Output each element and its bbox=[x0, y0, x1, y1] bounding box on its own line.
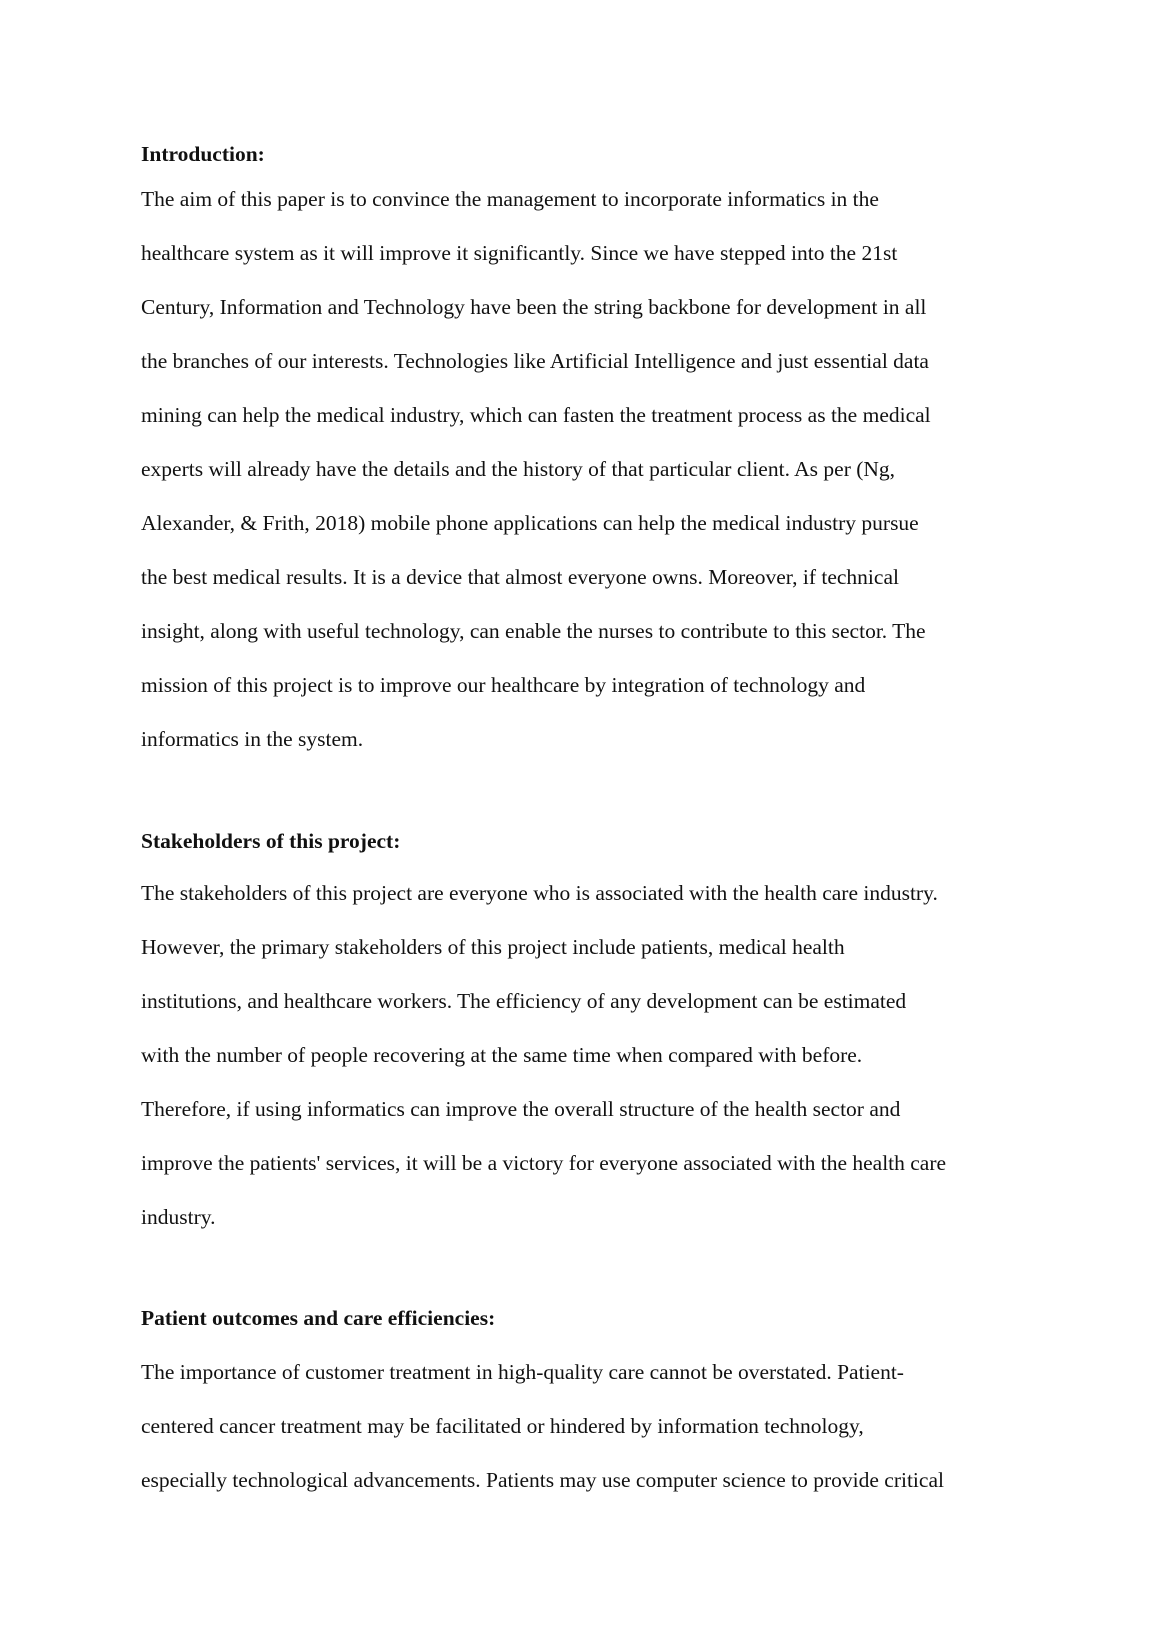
section-heading-patient-outcomes: Patient outcomes and care efficiencies: bbox=[141, 1306, 496, 1330]
paragraph-line: the best medical results. It is a device that almost everyone owns. Moreover, if technical bbox=[141, 565, 899, 589]
paragraph-line: mission of this project is to improve our healthcare by integration of technology and bbox=[141, 673, 866, 697]
paragraph-line: The stakeholders of this project are everyone who is associated with the health care industry. bbox=[141, 881, 938, 905]
paragraph-line: the branches of our interests. Technologies like Artificial Intelligence and just essential data bbox=[141, 349, 929, 373]
paragraph-line: However, the primary stakeholders of this project include patients, medical health bbox=[141, 935, 845, 959]
paragraph-line: Century, Information and Technology have been the string backbone for development in all bbox=[141, 295, 927, 319]
paragraph-line: improve the patients' services, it will be a victory for everyone associated with the health care bbox=[141, 1151, 947, 1175]
paragraph-line: Alexander, & Frith, 2018) mobile phone applications can help the medical industry pursue bbox=[141, 511, 919, 535]
paragraph-line: Therefore, if using informatics can improve the overall structure of the health sector and bbox=[141, 1097, 901, 1121]
paragraph-line: The importance of customer treatment in high-quality care cannot be overstated. Patient- bbox=[141, 1360, 904, 1384]
paragraph-line: The aim of this paper is to convince the management to incorporate informatics in the bbox=[141, 187, 879, 211]
paragraph-line: insight, along with useful technology, can enable the nurses to contribute to this sector. The bbox=[141, 619, 926, 643]
paragraph-line: especially technological advancements. Patients may use computer science to provide critical bbox=[141, 1468, 944, 1492]
section-heading-introduction: Introduction: bbox=[141, 142, 265, 166]
paragraph-line: industry. bbox=[141, 1205, 216, 1229]
paragraph-line: experts will already have the details and the history of that particular client. As per (Ng, bbox=[141, 457, 896, 481]
paragraph-line: with the number of people recovering at the same time when compared with before. bbox=[141, 1043, 863, 1067]
section-heading-stakeholders: Stakeholders of this project: bbox=[141, 829, 401, 853]
paragraph-line: centered cancer treatment may be facilitated or hindered by information technology, bbox=[141, 1414, 864, 1438]
paragraph-line: institutions, and healthcare workers. The efficiency of any development can be estimated bbox=[141, 989, 907, 1013]
paragraph-line: informatics in the system. bbox=[141, 727, 364, 751]
paragraph-line: mining can help the medical industry, which can fasten the treatment process as the medical bbox=[141, 403, 931, 427]
paragraph-line: healthcare system as it will improve it significantly. Since we have stepped into the 21st bbox=[141, 241, 898, 265]
